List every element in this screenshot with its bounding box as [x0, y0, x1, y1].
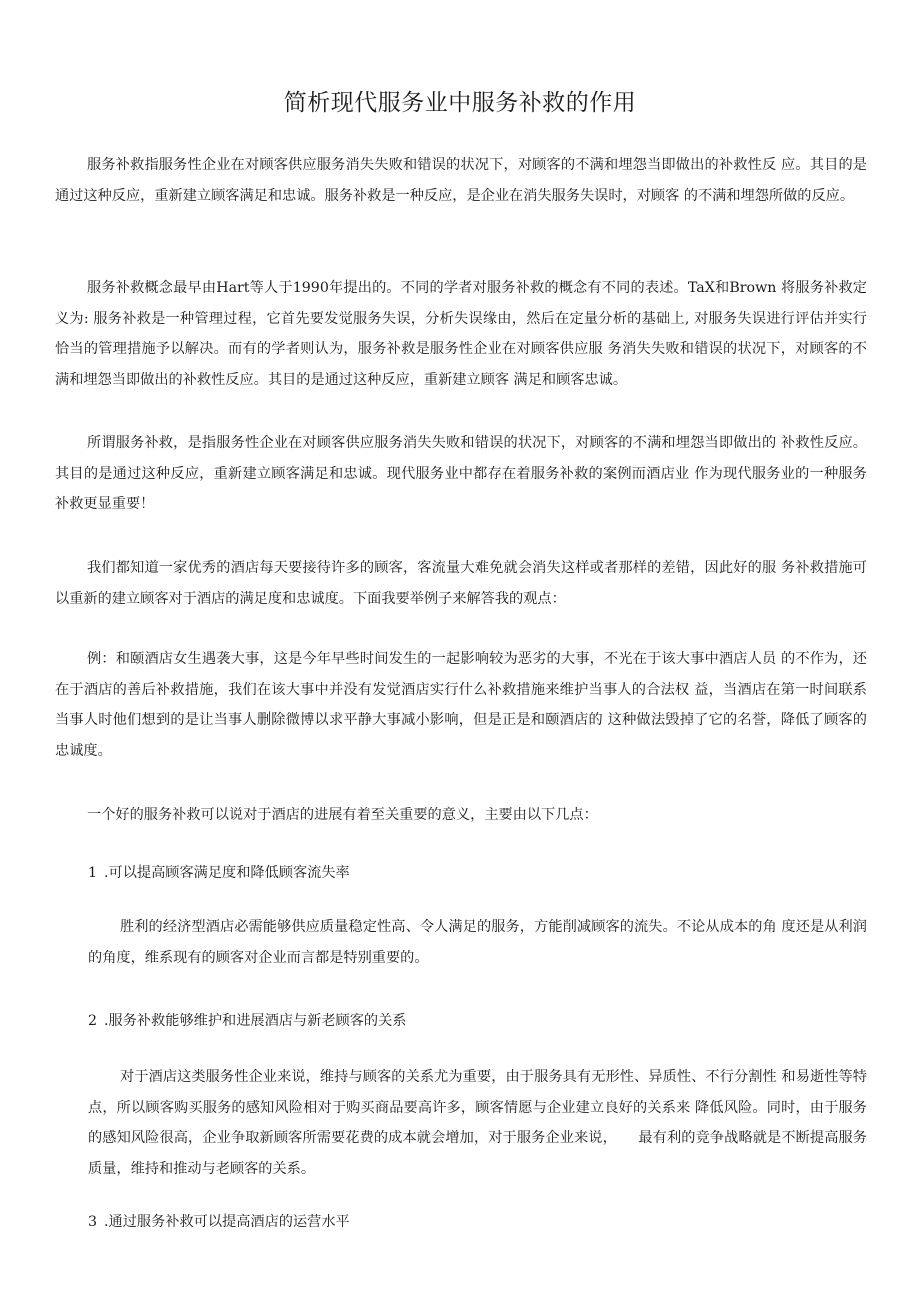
section-heading-1 [88, 858, 867, 888]
paragraph-concept-origin: 服务补救概念最早由Hart等人于1990年提出的。不同的学者对服务补救的概念有不同的表述。TaX和Brown 将服务补救定义为: 服务补救是一种管理过程，它首先要发觉服务失误，分析失误缘由，然后在定量分析的基础上, 对服务失误进行评估并实行恰当的管理措施予以解决。而有的学者则认为，服务补救是服务性企业在对顾客供应服 务消失失败和错误的状况下，对顾客的不满和埋怨当即做出的补救性反应。其目的是通过这种反应，重新建立顾客 满足和顾客忠诚。 [55, 280, 867, 388]
section-body-2: 对于酒店这类服务性企业来说，维持与顾客的关系尤为重要，由于服务具有无形性、异质性、不行分割性 和易逝性等特点，所以顾客购买服务的感知风险相对于购买商品要高许多，顾客情愿与企业建立良好的关系来 降低风险。同时，由于服务的感知风险很高，企业争取新顾客所需要花费的成本就会增加，对于服务企业来说， 最有利的竞争战略就是不断提高服务质量，维持和推动与老顾客的关系。 [88, 1069, 867, 1177]
page-title: 简析现代服务业中服务补救的作用 [283, 90, 637, 116]
paragraph-hotel-intro: 我们都知道一家优秀的酒店每天要接待许多的顾客，客流量大难免就会消失这样或者那样的差错，因此好的服 务补救措施可以重新的建立顾客对于酒店的满足度和忠诚度。下面我要举例子来解答我的观点： [55, 560, 867, 607]
paragraph-service-recovery-meaning: 所谓服务补救，是指服务性企业在对顾客供应服务消失失败和错误的状况下，对顾客的不满和埋怨当即做出的 补救性反应。其目的是通过这种反应，重新建立顾客满足和忠诚。现代服务业中都存在着服务补救的案例而酒店业 作为现代服务业的一种服务补救更显重要！ [55, 435, 867, 512]
section-number: 2 [88, 1013, 98, 1029]
section-body-1: 胜利的经济型酒店必需能够供应质量稳定性高、令人满足的服务，方能削减顾客的流失。不论从成本的角 度还是从利润的角度，维系现有的顾客对企业而言都是特别重要的。 [88, 919, 867, 966]
section-heading-text: .通过服务补救可以提高酒店的运营水平 [104, 1214, 350, 1230]
section-number: 3 [88, 1214, 98, 1230]
paragraph-definition: 服务补救指服务性企业在对顾客供应服务消失失败和错误的状况下，对顾客的不满和埋怨当即做出的补救性反 应。其目的是通过这种反应，重新建立顾客满足和忠诚。服务补救是一种反应，是企业在消失服务失误时，对顾客 的不满和埋怨所做的反应。 [55, 157, 867, 204]
section-heading-text: .可以提高顾客满足度和降低顾客流失率 [104, 865, 350, 881]
section-number: 1 [88, 865, 98, 881]
paragraph-points-intro: 一个好的服务补救可以说对于酒店的进展有着至关重要的意义，主要由以下几点： [87, 807, 598, 823]
paragraph-example: 例：和颐酒店女生遇袭大事，这是今年早些时间发生的一起影响较为恶劣的大事，不光在于该大事中酒店人员 的不作为，还在于酒店的善后补救措施，我们在该大事中并没有发觉酒店实行什么补救措施来维护当事人的合法权 益，当酒店在第一时间联系当事人时他们想到的是让当事人删除微博以求平静大事减小影响，但是正是和颐酒店的 这种做法毁掉了它的名誉，降低了顾客的忠诚度。 [55, 651, 867, 759]
section-heading-3 [88, 1207, 867, 1237]
section-heading-text: .服务补救能够维护和进展酒店与新老顾客的关系 [104, 1013, 407, 1029]
section-heading-2 [88, 1006, 867, 1036]
